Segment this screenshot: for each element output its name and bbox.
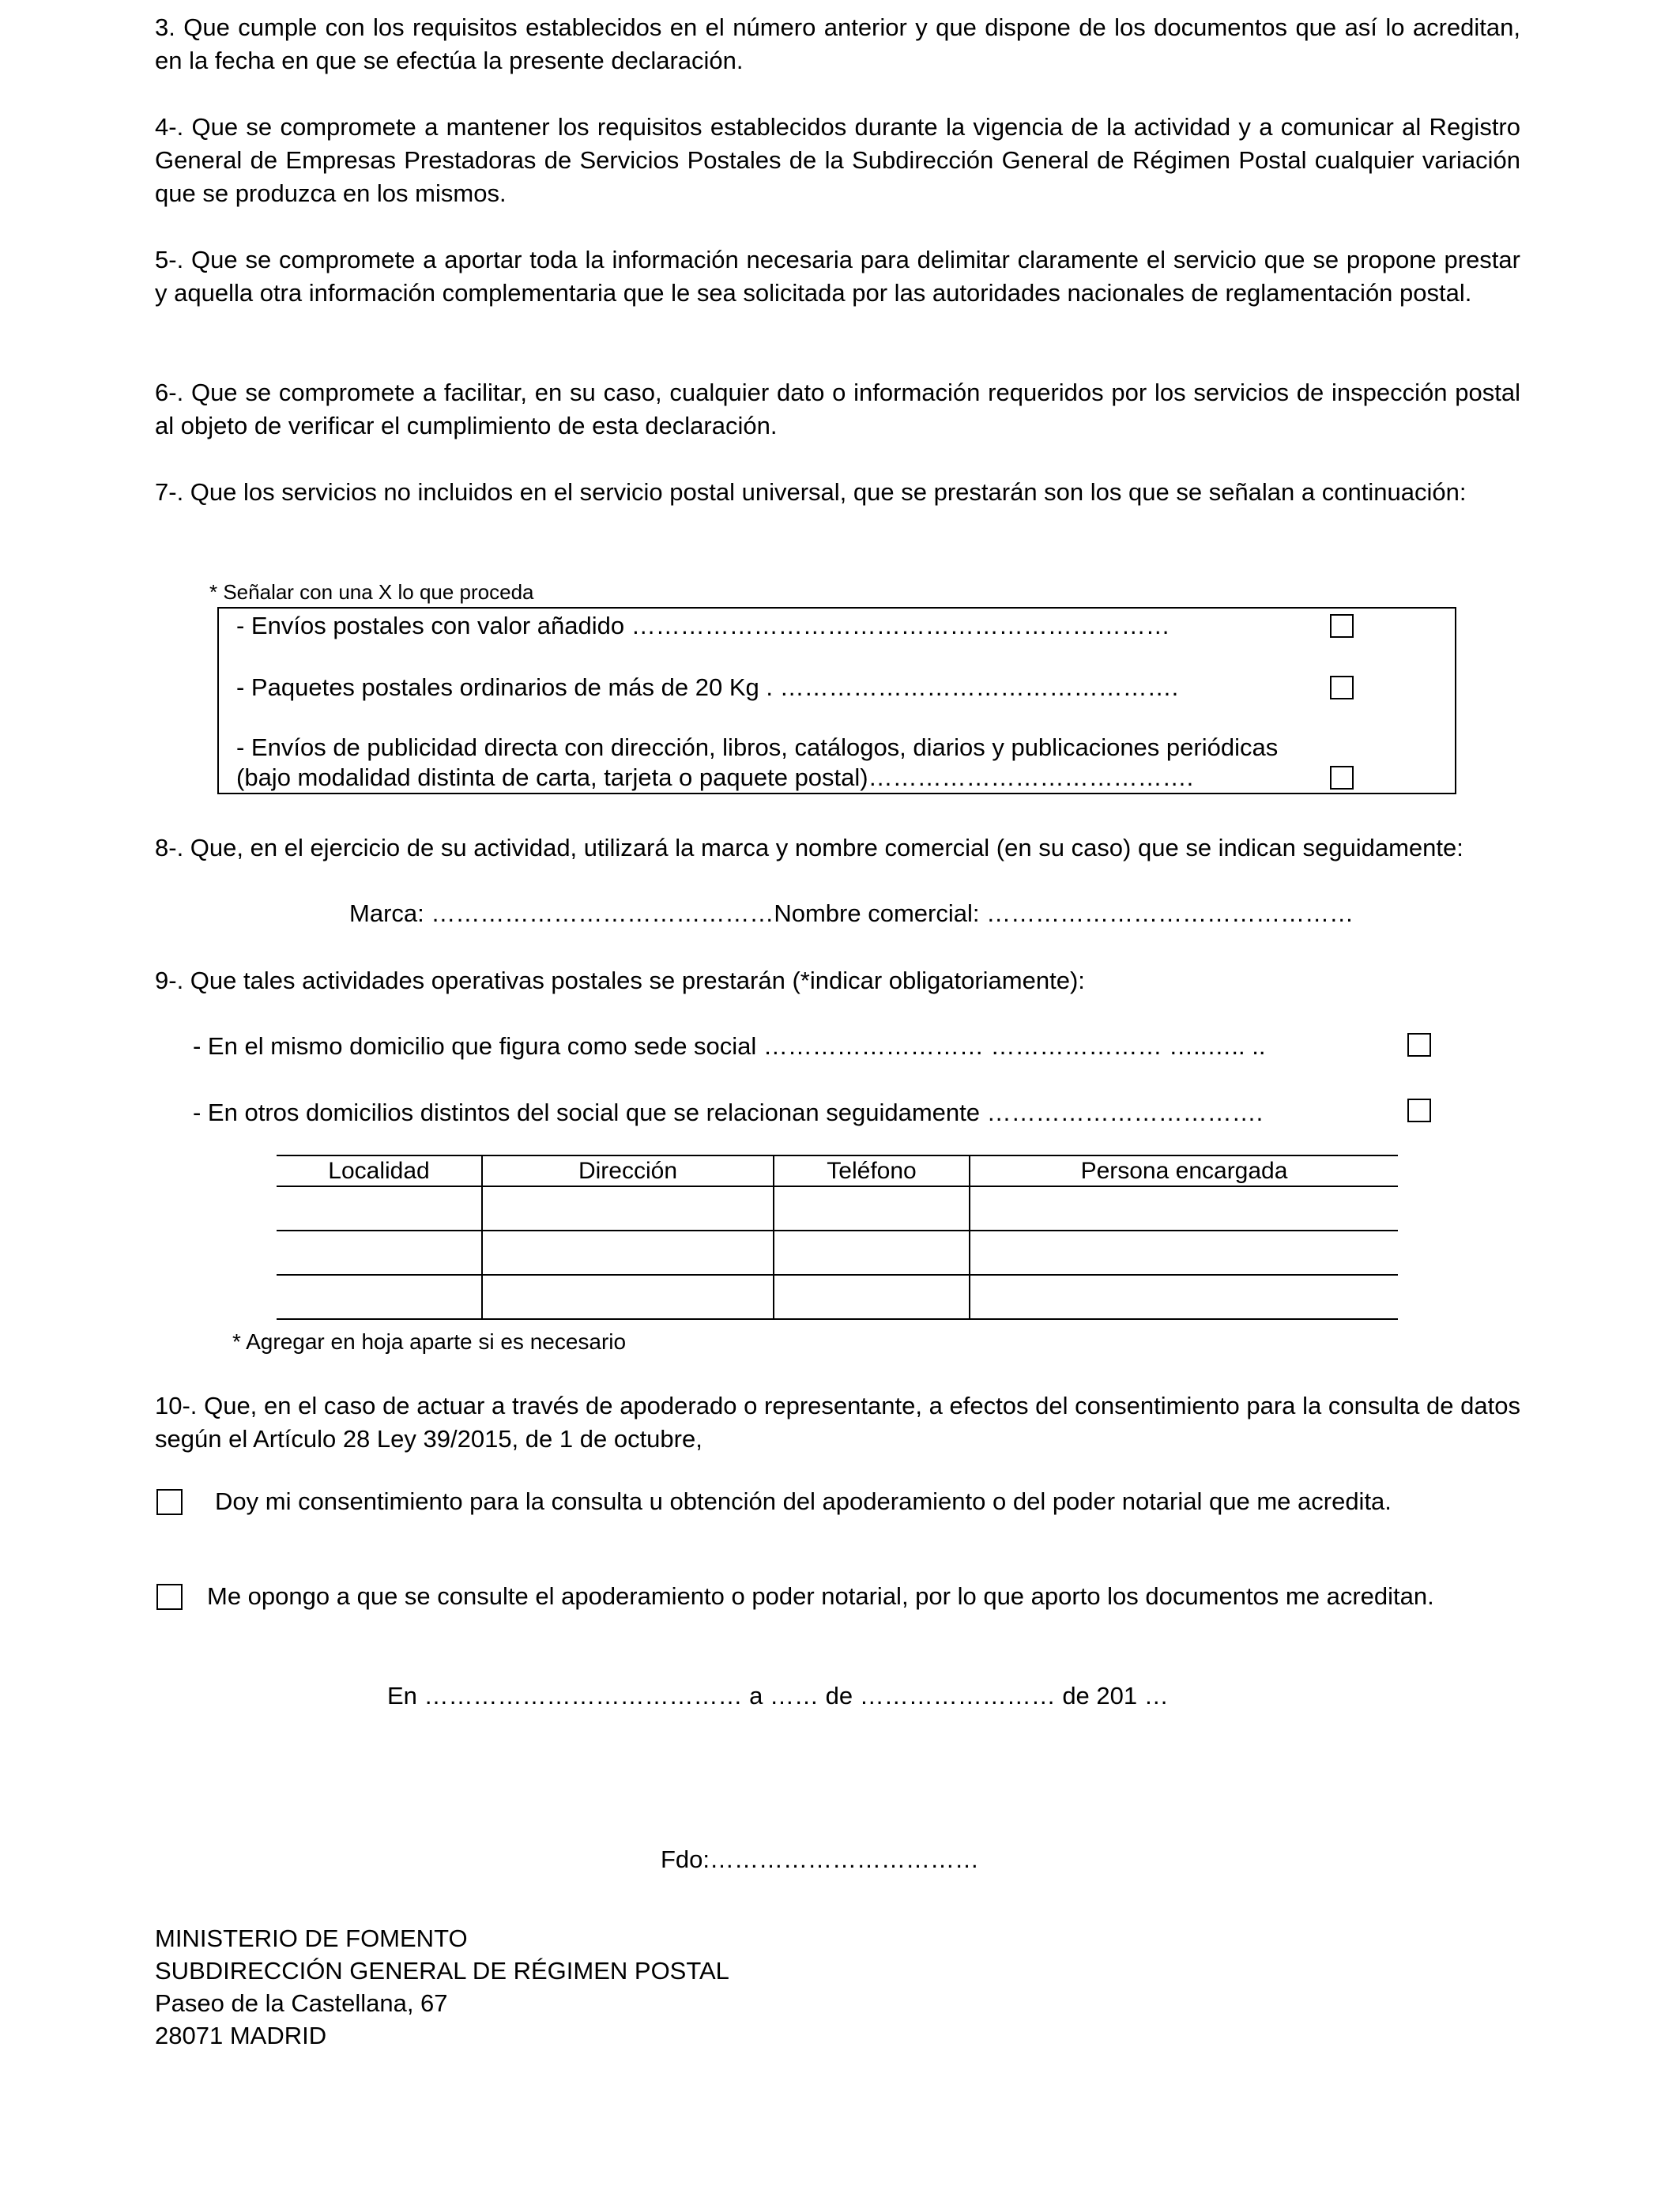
service-parcels: - Paquetes postales ordinarios de más de 20 Kg . …………………………………………. — [236, 673, 1179, 701]
locations-table — [277, 1155, 1398, 1320]
table-cell[interactable] — [482, 1275, 774, 1319]
paragraph-3: 3. Que cumple con los requisitos establecidos en el número anterior y que dispone de los documentos que así lo acreditan, en la fecha en que se efectúa la presente declaración. — [155, 13, 1520, 74]
service-advertising-checkbox[interactable] — [1330, 766, 1354, 790]
footer-ministry: MINISTERIO DE FOMENTO — [155, 1924, 468, 1952]
table-cell[interactable] — [482, 1231, 774, 1275]
table-cell[interactable] — [277, 1275, 482, 1319]
consent-give-text: Doy mi consentimiento para la consulta u obtención del apoderamiento o del poder notarial que me acredita. — [215, 1487, 1392, 1515]
column-header-phone: Teléfono — [774, 1155, 970, 1186]
table-cell[interactable] — [774, 1231, 970, 1275]
table-cell[interactable] — [970, 1186, 1398, 1231]
footer-street: Paseo de la Castellana, 67 — [155, 1989, 448, 2017]
table-cell[interactable] — [277, 1186, 482, 1231]
service-parcels-checkbox[interactable] — [1330, 676, 1354, 699]
service-advertising-cont: (bajo modalidad distinta de carta, tarjeta o paquete postal)…………………………………. — [236, 763, 1194, 791]
table-row — [277, 1186, 1398, 1231]
service-value-added-checkbox[interactable] — [1330, 614, 1354, 638]
paragraph-6: 6-. Que se compromete a facilitar, en su caso, cualquier dato o información requeridos por los servicios de inspección postal al objeto de verificar el cumplimiento de esta declaración. — [155, 379, 1520, 439]
location-other-domiciles-checkbox[interactable] — [1407, 1099, 1431, 1122]
location-same-domicile: - En el mismo domicilio que figura como sede social ……………………… ………………… …..….. .. — [193, 1032, 1266, 1060]
paragraph-9: 9-. Que tales actividades operativas postales se prestarán (*indicar obligatoriamente): — [155, 967, 1085, 994]
footer-city: 28071 MADRID — [155, 2022, 327, 2049]
service-value-added: - Envíos postales con valor añadido ………………………………………………………… — [236, 612, 1170, 639]
date-line: En ………………………………… a …… de …………………… de 201 … — [387, 1682, 1169, 1710]
paragraph-8: 8-. Que, en el ejercicio de su actividad, utilizará la marca y nombre comercial (en su caso) que se indican seguidamente: — [155, 834, 1463, 861]
location-other-domiciles: - En otros domicilios distintos del social que se relacionan seguidamente ……………………………. — [193, 1099, 1264, 1126]
paragraph-10: 10-. Que, en el caso de actuar a través de apoderado o representante, a efectos del consentimiento para la consulta de datos según el Artículo 28 Ley 39/2015, de 1 de octubre, — [155, 1392, 1520, 1453]
table-cell[interactable] — [774, 1186, 970, 1231]
column-header-person: Persona encargada — [970, 1155, 1398, 1186]
paragraph-5: 5-. Que se compromete a aportar toda la información necesaria para delimitar claramente el servicio que se propone prestar y aquella otra información complementaria que le sea solicitada por las autoridades nacionales de reglamentación postal. — [155, 246, 1520, 307]
table-cell[interactable] — [970, 1231, 1398, 1275]
ministry-address — [155, 1922, 729, 2052]
service-advertising: - Envíos de publicidad directa con dirección, libros, catálogos, diarios y publicaciones periódicas — [236, 733, 1279, 761]
table-cell[interactable] — [482, 1186, 774, 1231]
column-header-address: Dirección — [482, 1155, 774, 1186]
services-box — [217, 607, 1456, 794]
table-cell[interactable] — [774, 1275, 970, 1319]
paragraph-7: 7-. Que los servicios no incluidos en el servicio postal universal, que se prestarán son los que se señalan a continuación: — [155, 478, 1467, 506]
table-cell[interactable] — [970, 1275, 1398, 1319]
services-note: * Señalar con una X lo que proceda — [209, 580, 534, 604]
table-header-row — [277, 1155, 1398, 1186]
table-cell[interactable] — [277, 1231, 482, 1275]
paragraph-4: 4-. Que se compromete a mantener los requisitos establecidos durante la vigencia de la actividad y a comunicar al Registro General de Empresas Prestadoras de Servicios Postales de la Subdirección General de Régimen Postal cualquier variación que se produzca en los mismos. — [155, 113, 1520, 207]
column-header-locality: Localidad — [277, 1155, 482, 1186]
location-same-domicile-checkbox[interactable] — [1407, 1033, 1431, 1057]
signature-line: Fdo:…………………………… — [661, 1845, 980, 1873]
brand-line: Marca: ……………………………………Nombre comercial: ……………………………………… — [349, 899, 1354, 927]
table-note: * Agregar en hoja aparte si es necesario — [232, 1329, 627, 1354]
footer-subdirectorate: SUBDIRECCIÓN GENERAL DE RÉGIMEN POSTAL — [155, 1957, 729, 1985]
consent-refuse-text: Me opongo a que se consulte el apoderamiento o poder notarial, por lo que aporto los documentos me acreditan. — [207, 1582, 1434, 1610]
table-row — [277, 1275, 1398, 1319]
table-row — [277, 1231, 1398, 1275]
